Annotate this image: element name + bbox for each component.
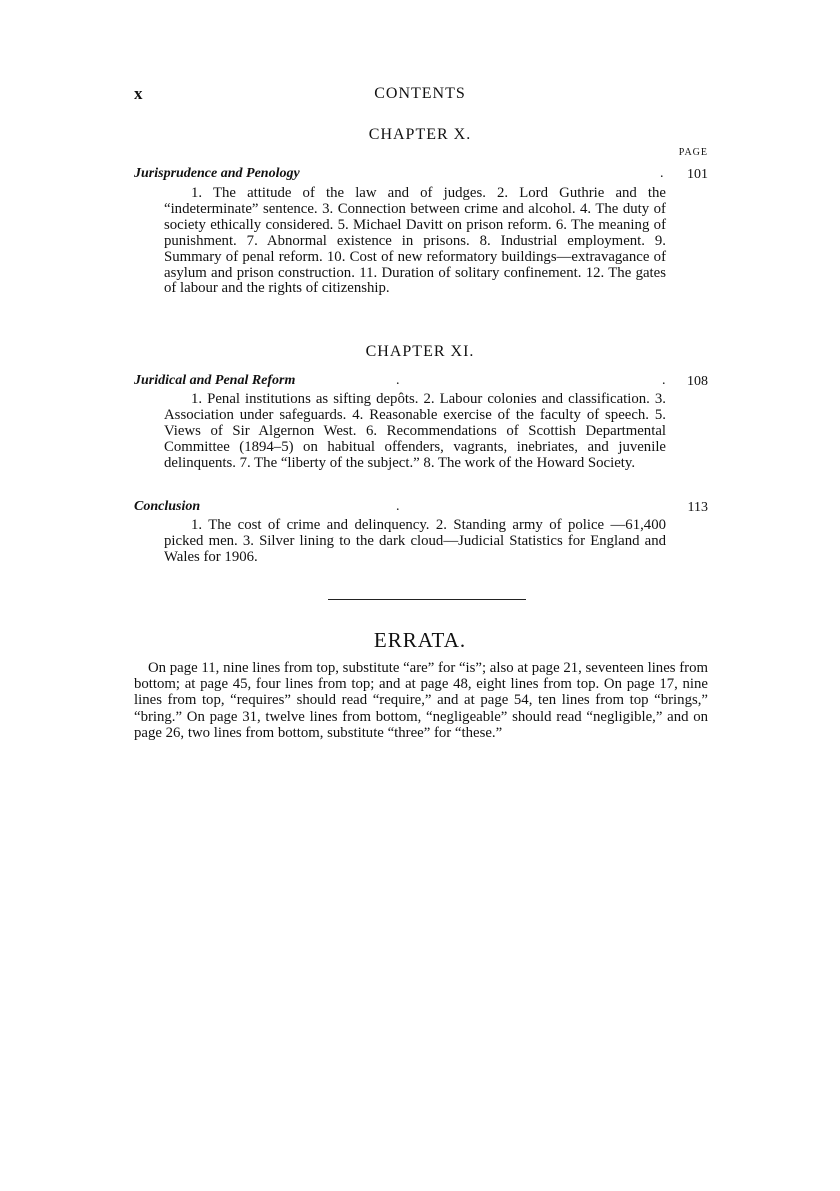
- entry-title-jurisprudence: Jurisprudence and Penology: [134, 166, 300, 181]
- entry-summary-juridical: [164, 392, 666, 472]
- leader-dot: .: [396, 373, 400, 388]
- leader-dot: .: [662, 373, 666, 388]
- page-numeral: x: [134, 84, 143, 103]
- section-divider: [328, 599, 526, 600]
- chapter-x-heading: CHAPTER X.: [368, 126, 472, 143]
- leader-dot: .: [660, 166, 664, 181]
- entry-summary-jurisprudence: [164, 186, 666, 297]
- page-ref-113: 113: [687, 500, 708, 515]
- page-column-label: PAGE: [678, 147, 708, 158]
- summary-text: 1. Penal institutions as sifting depôts. 2. Labour colonies and classification. 3. Association under safeguards. 4. Reasonable exercise of the faculty of speech. 5. Views of Sir Algernon West. 6. Recommendations of Scottish Departmental Committee (1894–5) on habitual offenders, vagrants, inebriates, and juvenile delinquents. 7. The “liberty of the subject.” 8. The work of the Howard Society.: [164, 391, 666, 471]
- chapter-xi-heading: CHAPTER XI.: [365, 343, 475, 360]
- page-ref-101: 101: [687, 167, 708, 182]
- summary-text: 1. The attitude of the law and of judges. 2. Lord Guthrie and the “indeterminate” sentence. 3. Connection between crime and alcohol. 4. The duty of society ethically considered. 5. Michael Davitt on prison reform. 6. The meaning of punishment. 7. Abnormal existence in prisons. 8. Industrial employment. 9. Summary of penal reform. 10. Cost of new reformatory buildings—extravagance of asylum and prison construction. 11. Duration of solitary confinement. 12. The gates of labour and the rights of citizenship.: [164, 185, 666, 297]
- errata-body: On page 11, nine lines from top, substitute “are” for “is”; also at page 21, seventeen lines from bottom; at page 45, four lines from top; and at page 48, eight lines from top. On page 17, nine lines from top, “requires” should read “require,” and at page 54, ten lines from top “brings,” “bring.” On page 31, twelve lines from bottom, “negligeable” should read “negligible,” and on page 26, two lines from bottom, substitute “three” for “these.”: [134, 660, 708, 741]
- entry-summary-conclusion: [164, 518, 666, 566]
- leader-dot: .: [396, 499, 400, 514]
- page-ref-108: 108: [687, 374, 708, 389]
- running-title: CONTENTS: [374, 85, 466, 102]
- errata-heading: ERRATA.: [373, 628, 467, 652]
- summary-text: 1. The cost of crime and delinquency. 2. Standing army of police —61,400 picked men. 3. Silver lining to the dark cloud—Judicial Statistics for England and Wales for 1906.: [164, 517, 666, 565]
- entry-title-juridical: Juridical and Penal Reform: [134, 373, 296, 388]
- entry-title-conclusion: Conclusion: [134, 499, 201, 514]
